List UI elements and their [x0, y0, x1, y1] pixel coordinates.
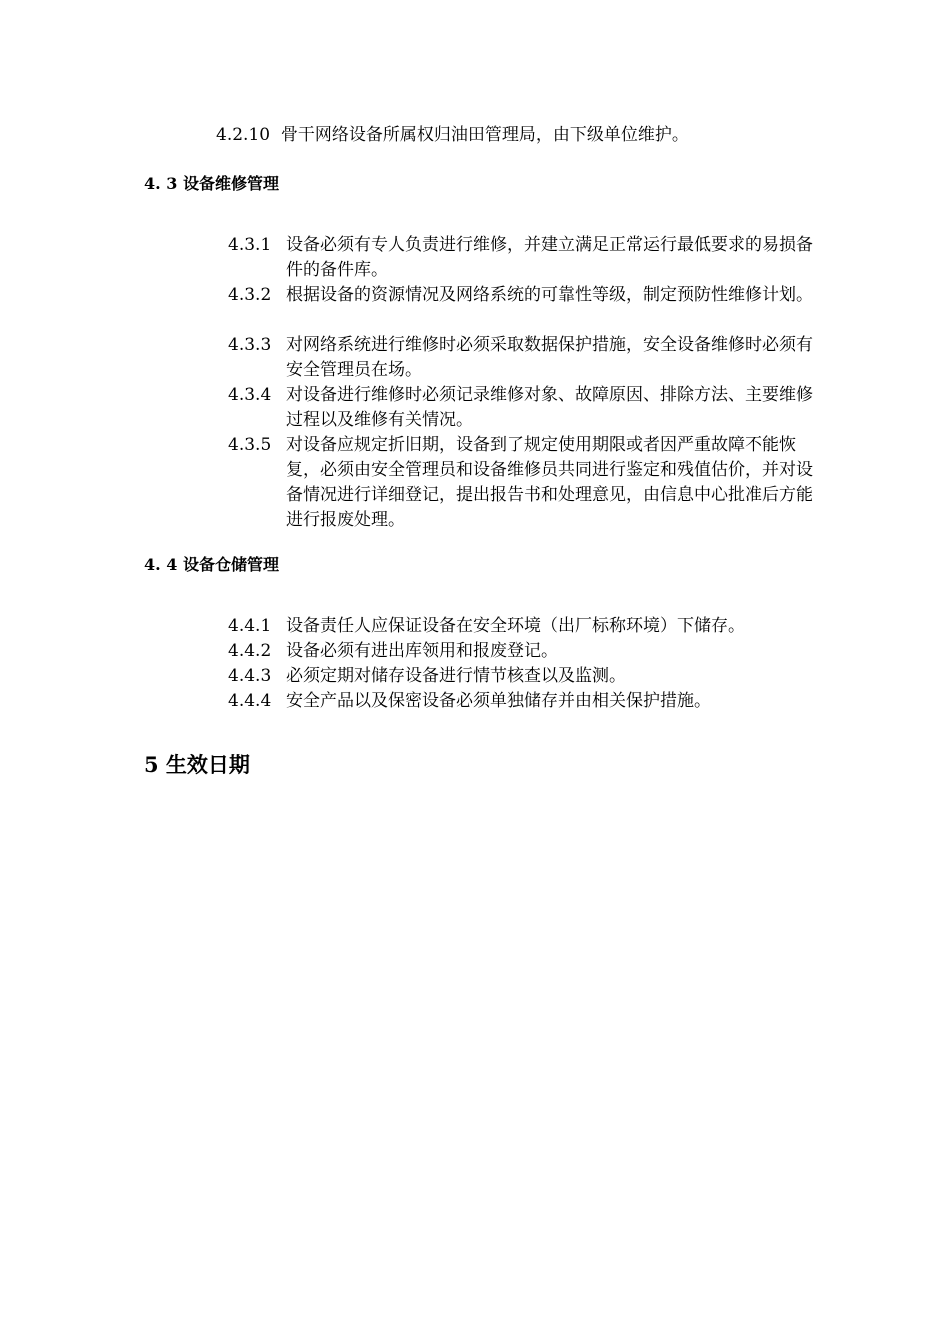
item-text: 安全产品以及保密设备必须单独储存并由相关保护措施。 — [286, 691, 711, 711]
item-text: 必须定期对储存设备进行情节核查以及监测。 — [286, 666, 626, 686]
item-text: 设备责任人应保证设备在安全环境（出厂标称环境）下储存。 — [286, 616, 745, 636]
section-4-4-title: 4. 4 设备仓储管理 — [144, 555, 279, 574]
intro-line — [216, 123, 689, 148]
intro-number: 4.2.10 — [216, 125, 271, 145]
item-number: 4.3.2 — [228, 285, 272, 305]
item-number: 4.4.4 — [228, 691, 272, 711]
section-4-3-title: 4. 3 设备维修管理 — [144, 174, 279, 193]
item-number: 4.3.1 — [228, 235, 272, 255]
item-text: 对设备进行维修时必须记录维修对象、故障原因、排除方法、主要维修过程以及维修有关情况。 — [286, 385, 813, 430]
item-text: 设备必须有专人负责进行维修，并建立满足正常运行最低要求的易损备件的备件库。 — [286, 235, 813, 280]
item-text: 对设备应规定折旧期，设备到了规定使用期限或者因严重故障不能恢复，必须由安全管理员和设备维修员共同进行鉴定和残值估价，并对设备情况进行详细登记，提出报告书和处理意见，由信息中心批准后方能进行报废处理。 — [286, 435, 813, 530]
item-text: 设备必须有进出库领用和报废登记。 — [286, 641, 558, 661]
section-5-title: 5 生效日期 — [144, 752, 250, 777]
item-number: 4.3.4 — [228, 385, 272, 405]
intro-text: 骨干网络设备所属权归油田管理局，由下级单位维护。 — [280, 125, 689, 145]
item-number: 4.4.3 — [228, 666, 272, 686]
item-number: 4.4.2 — [228, 641, 272, 661]
item-text: 对网络系统进行维修时必须采取数据保护措施，安全设备维修时必须有安全管理员在场。 — [286, 335, 813, 380]
item-text: 根据设备的资源情况及网络系统的可靠性等级，制定预防性维修计划。 — [286, 285, 813, 305]
item-number: 4.3.5 — [228, 435, 272, 455]
item-number: 4.4.1 — [228, 616, 272, 636]
item-number: 4.3.3 — [228, 335, 272, 355]
